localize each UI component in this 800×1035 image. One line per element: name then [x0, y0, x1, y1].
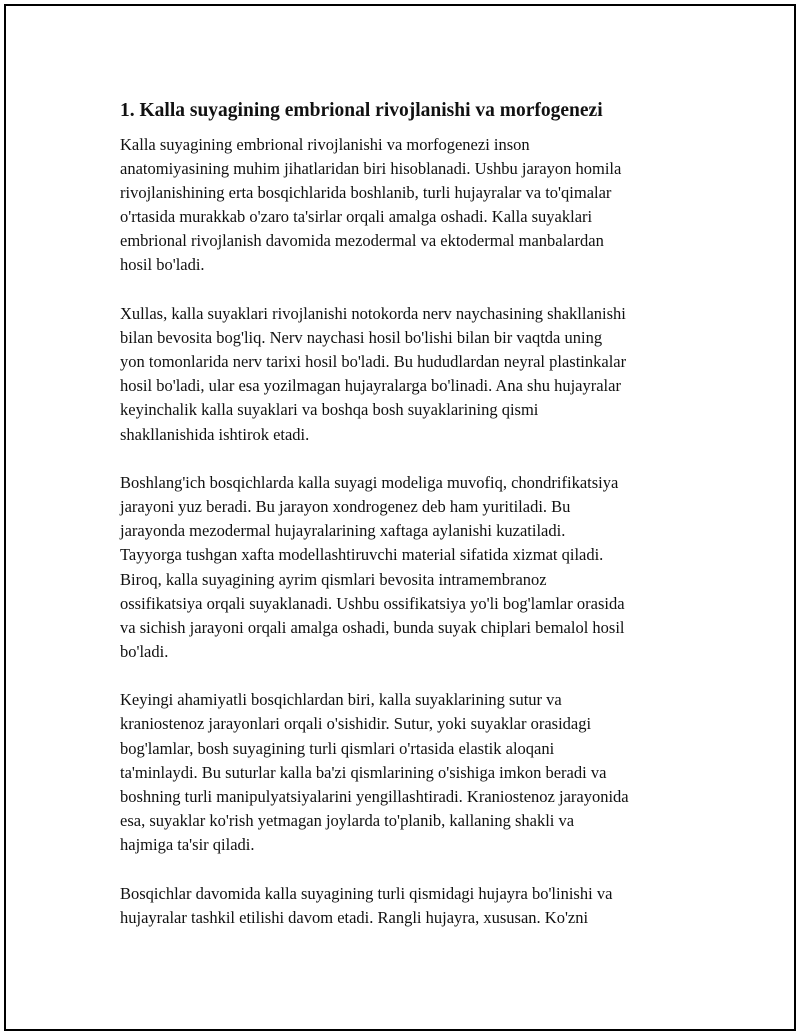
document-body	[120, 98, 690, 930]
text-line: esa, suyaklar ko'rish yetmagan joylarda to'planib, kallaning shakli va	[120, 810, 575, 830]
text-line: kraniostenoz jarayonlari orqali o'sishidir. Sutur, yoki suyaklar orasidagi	[120, 714, 592, 734]
text-line: shakllanishida ishtirok etadi.	[120, 424, 310, 444]
text-line: va sichish jarayoni orqali amalga oshadi, bunda suyak chiplari bemalol hosil	[120, 617, 625, 637]
text-line: bilan bevosita bog'liq. Nerv naychasi hosil bo'lishi bilan bir vaqtda uning	[120, 328, 603, 348]
text-line: bog'lamlar, bosh suyagining turli qismlari o'rtasida elastik aloqani	[120, 738, 555, 758]
text-line: Tayyorga tushgan xafta modellashtiruvchi material sifatida xizmat qiladi.	[120, 545, 604, 565]
text-line: yon tomonlarida nerv tarixi hosil bo'ladi. Bu hududlardan neyral plastinkalar	[120, 352, 627, 372]
text-line: o'rtasida murakkab o'zaro ta'sirlar orqali amalga oshadi. Kalla suyaklari	[120, 207, 593, 227]
paragraph-4	[120, 688, 690, 857]
text-line: Keyingi ahamiyatli bosqichlardan biri, kalla suyaklarining sutur va	[120, 690, 562, 710]
text-line: jarayoni yuz beradi. Bu jarayon xondrogenez deb ham yuritiladi. Bu	[120, 497, 571, 517]
document-title: 1. Kalla suyagining embrional rivojlanishi va morfogenezi	[120, 100, 603, 121]
paragraph-5	[120, 882, 690, 930]
text-line: Bosqichlar davomida kalla suyagining turli qismidagi hujayra bo'linishi va	[120, 883, 613, 903]
text-line: ta'minlaydi. Bu suturlar kalla ba'zi qismlarining o'sishiga imkon beradi va	[120, 762, 607, 782]
text-line: hujayralar tashkil etilishi davom etadi. Rangli hujayra, xususan. Ko'zni	[120, 907, 589, 927]
text-line: hosil bo'ladi, ular esa yozilmagan hujayralarga bo'linadi. Ana shu hujayralar	[120, 376, 621, 396]
text-line: keyinchalik kalla suyaklari va boshqa bosh suyaklarining qismi	[120, 400, 539, 420]
text-line: bo'ladi.	[120, 641, 169, 661]
text-line: hosil bo'ladi.	[120, 255, 205, 275]
text-line: Boshlang'ich bosqichlarda kalla suyagi modeliga muvofiq, chondrifikatsiya	[120, 473, 619, 493]
text-line: Biroq, kalla suyagining ayrim qismlari bevosita intramembranoz	[120, 569, 547, 589]
paragraph-3	[120, 471, 690, 664]
text-line: embrional rivojlanish davomida mezodermal va ektodermal manbalardan	[120, 231, 604, 251]
text-line: boshning turli manipulyatsiyalarini yengillashtiradi. Kraniostenoz jarayonida	[120, 786, 629, 806]
text-line: Kalla suyagining embrional rivojlanishi va morfogenezi inson	[120, 135, 530, 154]
text-line: rivojlanishining erta bosqichlarida boshlanib, turli hujayralar va to'qimalar	[120, 183, 612, 203]
paragraph-1	[120, 133, 690, 278]
text-line: jarayonda mezodermal hujayralarining xaftaga aylanishi kuzatiladi.	[120, 521, 566, 541]
paragraph-2	[120, 302, 690, 447]
text-line: hajmiga ta'sir qiladi.	[120, 834, 255, 854]
page-frame	[4, 4, 796, 1031]
text-line: Xullas, kalla suyaklari rivojlanishi notokorda nerv naychasining shakllanishi	[120, 304, 626, 324]
text-line: ossifikatsiya orqali suyaklanadi. Ushbu ossifikatsiya yo'li bog'lamlar orasida	[120, 593, 625, 613]
text-line: anatomiyasining muhim jihatlaridan biri hisoblanadi. Ushbu jarayon homila	[120, 159, 622, 179]
